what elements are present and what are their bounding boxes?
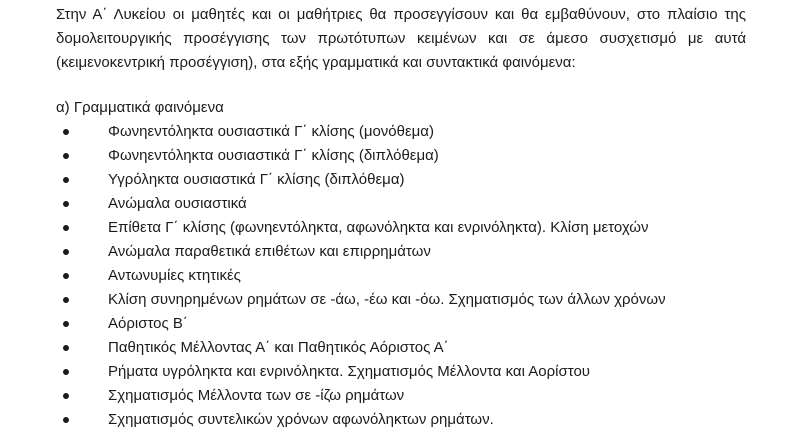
bullet-icon xyxy=(63,273,69,279)
list-item-text: Παθητικός Μέλλοντας Α΄ και Παθητικός Αόριστος Α΄ xyxy=(108,339,449,356)
bullet-icon xyxy=(63,369,69,375)
list-item-text: Επίθετα Γ΄ κλίσης (φωνηεντόληκτα, αφωνόληκτα και ενρινόληκτα). Κλίση μετοχών xyxy=(108,219,649,236)
list-item-text: Φωνηεντόληκτα ουσιαστικά Γ΄ κλίσης (διπλόθεμα) xyxy=(108,147,439,164)
bullet-icon xyxy=(63,297,69,303)
intro-line-2: δομολειτουργικής προσέγγισης των πρωτότυπων κειμένων και σε άμεσο συσχετισμό με αυτά xyxy=(56,30,746,47)
list-item-text: Ρήματα υγρόληκτα και ενρινόληκτα. Σχηματισμός Μέλλοντα και Αορίστου xyxy=(108,363,590,380)
bullet-icon xyxy=(63,321,69,327)
intro-line-1: Στην Α΄ Λυκείου οι μαθητές και οι μαθήτριες θα προσεγγίσουν και θα εμβαθύνουν, στο πλαίσιο της xyxy=(56,6,746,23)
list-item-text: Υγρόληκτα ουσιαστικά Γ΄ κλίσης (διπλόθεμα) xyxy=(108,171,405,188)
bullet-icon xyxy=(63,249,69,255)
bullet-icon xyxy=(63,393,69,399)
list-item-text: Ανώμαλα παραθετικά επιθέτων και επιρρημάτων xyxy=(108,243,431,260)
list-item-text: Αντωνυμίες κτητικές xyxy=(108,267,241,284)
intro-line-3: (κειμενοκεντρική προσέγγιση), στα εξής γραμματικά και συντακτικά φαινόμενα: xyxy=(56,54,576,71)
bullet-icon xyxy=(63,201,69,207)
list-item-text: Σχηματισμός συντελικών χρόνων αφωνόληκτων ρημάτων. xyxy=(108,411,494,428)
intro-paragraph xyxy=(56,3,746,75)
list-item-text: Κλίση συνηρημένων ρημάτων σε -άω, -έω και -όω. Σχηματισμός των άλλων χρόνων xyxy=(108,291,666,308)
list-item-text: Ανώμαλα ουσιαστικά xyxy=(108,195,247,212)
list-item-text: Αόριστος Β΄ xyxy=(108,315,188,332)
list-item-text: Φωνηεντόληκτα ουσιαστικά Γ΄ κλίσης (μονόθεμα) xyxy=(108,123,434,140)
bullet-icon xyxy=(63,177,69,183)
bullet-icon xyxy=(63,417,69,423)
list-item-text: Σχηματισμός Μέλλοντα των σε -ίζω ρημάτων xyxy=(108,387,405,404)
bullet-icon xyxy=(63,345,69,351)
bullet-icon xyxy=(63,225,69,231)
section-heading: α) Γραμματικά φαινόμενα xyxy=(56,99,224,116)
bullet-icon xyxy=(63,153,69,159)
bullet-icon xyxy=(63,129,69,135)
